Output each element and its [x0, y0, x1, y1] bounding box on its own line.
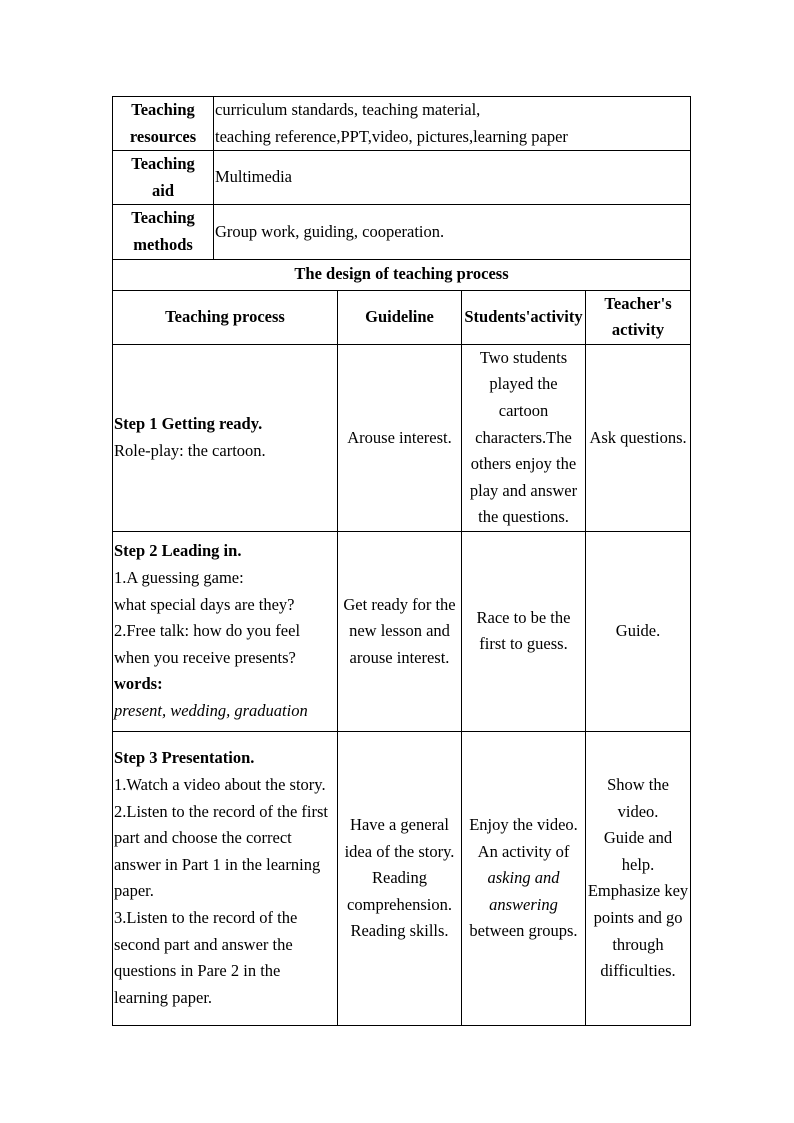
header-teaching-process: Teaching process	[113, 290, 338, 344]
step-3-guideline: Have a general idea of the story. Reading comprehension. Reading skills.	[338, 731, 462, 1025]
aid-row	[113, 151, 691, 205]
header-teachers-activity: Teacher's activity	[586, 290, 691, 344]
step-3-students-line1: Enjoy the video.	[469, 814, 578, 834]
lesson-plan-table	[112, 96, 691, 1026]
process-title-row	[113, 259, 691, 290]
step-2-words-label: words:	[114, 674, 163, 694]
step-1-teachers-activity: Ask questions.	[586, 344, 691, 531]
resources-label	[113, 97, 214, 151]
aid-label-line2: aid	[151, 180, 174, 200]
header-students-activity: Students'activity	[462, 290, 586, 344]
step-3-teachers-activity: Show the video. Guide and help. Emphasize key points and go through difficulties.	[586, 731, 691, 1025]
resources-value-line1: curriculum standards, teaching material,	[215, 100, 481, 119]
step-1-row	[113, 344, 691, 531]
step-2-title: Step 2 Leading in.	[114, 541, 242, 561]
resources-value	[214, 97, 691, 151]
step-2-row	[113, 531, 691, 731]
methods-value: Group work, guiding, cooperation.	[214, 205, 691, 259]
step-2-teachers-activity: Guide.	[586, 531, 691, 731]
resources-value-line2: teaching reference,PPT,video, pictures,learning paper	[215, 126, 568, 146]
aid-label-line1: Teaching	[131, 154, 195, 174]
resources-label-line2: resources	[129, 126, 197, 146]
step-3-body: 1.Watch a video about the story. 2.Listen to the record of the first part and choose the correct answer in Part 1 in the learning paper. 3.Listen to the record of the second part and answer the questions in Pare 2 in the learning paper.	[114, 775, 328, 1007]
resources-row	[113, 97, 691, 151]
methods-row	[113, 205, 691, 259]
step-1-process	[113, 344, 338, 531]
step-3-students-italic: asking and answering	[487, 868, 560, 914]
step-1-body: Role-play: the cartoon.	[114, 440, 266, 460]
methods-label-line1: Teaching	[131, 208, 195, 228]
header-row	[113, 290, 691, 344]
aid-value: Multimedia	[214, 151, 691, 205]
step-3-students-line3: between groups.	[469, 921, 578, 941]
step-2-words: present, wedding, graduation	[114, 700, 308, 720]
methods-label-line2: methods	[133, 234, 193, 254]
step-3-row	[113, 731, 691, 1025]
resources-label-line1: Teaching	[131, 100, 195, 119]
step-1-students-activity: Two students played the cartoon characters.The others enjoy the play and answer the questions.	[462, 344, 586, 531]
step-1-title: Step 1 Getting ready.	[114, 414, 263, 434]
step-3-process	[113, 731, 338, 1025]
aid-label	[113, 151, 214, 205]
process-title: The design of teaching process	[113, 259, 691, 290]
step-2-students-activity: Race to be the first to guess.	[462, 531, 586, 731]
step-3-students-line2: An activity of	[477, 841, 570, 861]
step-3-title: Step 3 Presentation.	[114, 748, 255, 768]
step-2-process	[113, 531, 338, 731]
header-guideline: Guideline	[338, 290, 462, 344]
step-2-body: 1.A guessing game: what special days are they? 2.Free talk: how do you feel when you receive presents?	[114, 567, 301, 667]
step-2-guideline: Get ready for the new lesson and arouse interest.	[338, 531, 462, 731]
methods-label	[113, 205, 214, 259]
step-1-guideline: Arouse interest.	[338, 344, 462, 531]
step-3-students-activity	[462, 731, 586, 1025]
